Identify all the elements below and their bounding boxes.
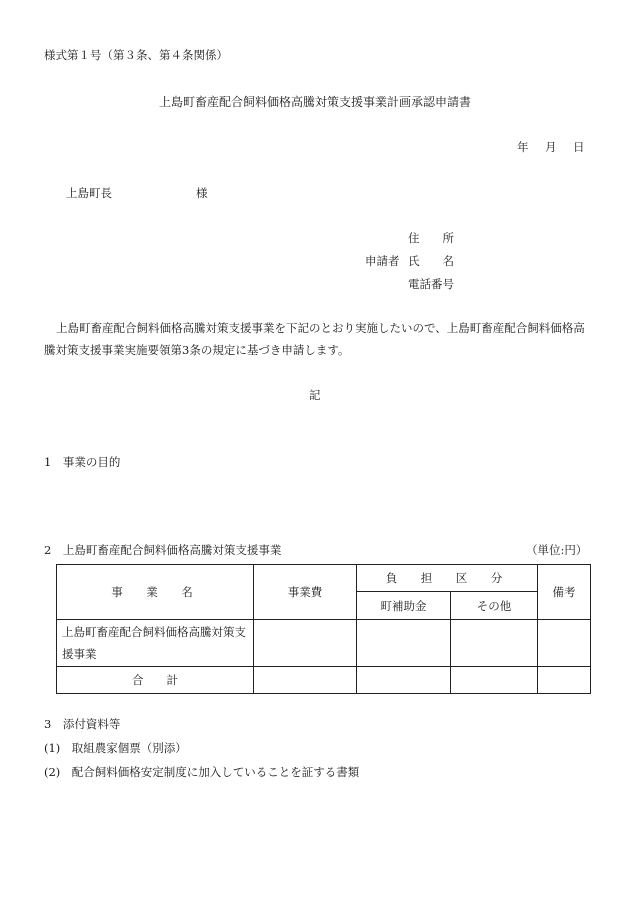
header-remarks: 備考 [538,565,591,620]
body-text: 上島町畜産配合飼料価格高騰対策支援事業を下記のとおり実施したいので、上島町畜産配合飼料価格高騰対策支援事業実施要領第3条の規定に基づき申請します。 [44,321,585,357]
unit-label: （単位:円） [526,543,588,557]
row-town-subsidy [357,620,451,667]
addressee-name: 上島町長 [66,186,112,200]
row-project-cost [254,620,357,667]
addressee-honorific: 様 [196,186,208,200]
section3-heading: 3 添付資料等 [44,717,121,731]
section2-heading: 2 上島町畜産配合飼料価格高騰対策支援事業 [44,543,282,557]
attachment-item-1: (1) 取組農家個票（別添） [44,741,187,755]
applicant-address-label: 住 所 [408,231,454,245]
form-number: 様式第１号（第３条、第４条関係） [44,48,228,62]
header-other: その他 [451,592,538,620]
date-year: 年 [517,140,529,154]
table-total-row [57,667,591,694]
budget-table [56,564,591,694]
header-project-cost: 事業費 [254,565,357,620]
date-month: 月 [545,140,557,154]
ki-label: 記 [309,388,321,402]
total-remarks [538,667,591,694]
row-remarks [538,620,591,667]
document-title: 上島町畜産配合飼料価格高騰対策支援事業計画承認申請書 [158,95,471,109]
row-project-name: 上島町畜産配合飼料価格高騰対策支援事業 [57,620,254,667]
total-label: 合 計 [57,667,254,694]
applicant-label: 申請者 [365,254,400,268]
date-day: 日 [573,140,585,154]
row-other [451,620,538,667]
applicant-phone-label: 電話番号 [408,277,454,291]
section1-heading: 1 事業の目的 [44,455,121,469]
table-row [57,620,591,667]
attachment-item-2: (2) 配合飼料価格安定制度に加入していることを証する書類 [44,765,360,779]
total-other [451,667,538,694]
total-town-subsidy [357,667,451,694]
header-burden-category: 負 担 区 分 [357,565,538,592]
applicant-name-label: 氏 名 [408,254,454,268]
total-project-cost [254,667,357,694]
header-project-name: 事 業 名 [57,565,254,620]
table-header-row [57,565,591,592]
header-town-subsidy: 町補助金 [357,592,451,620]
